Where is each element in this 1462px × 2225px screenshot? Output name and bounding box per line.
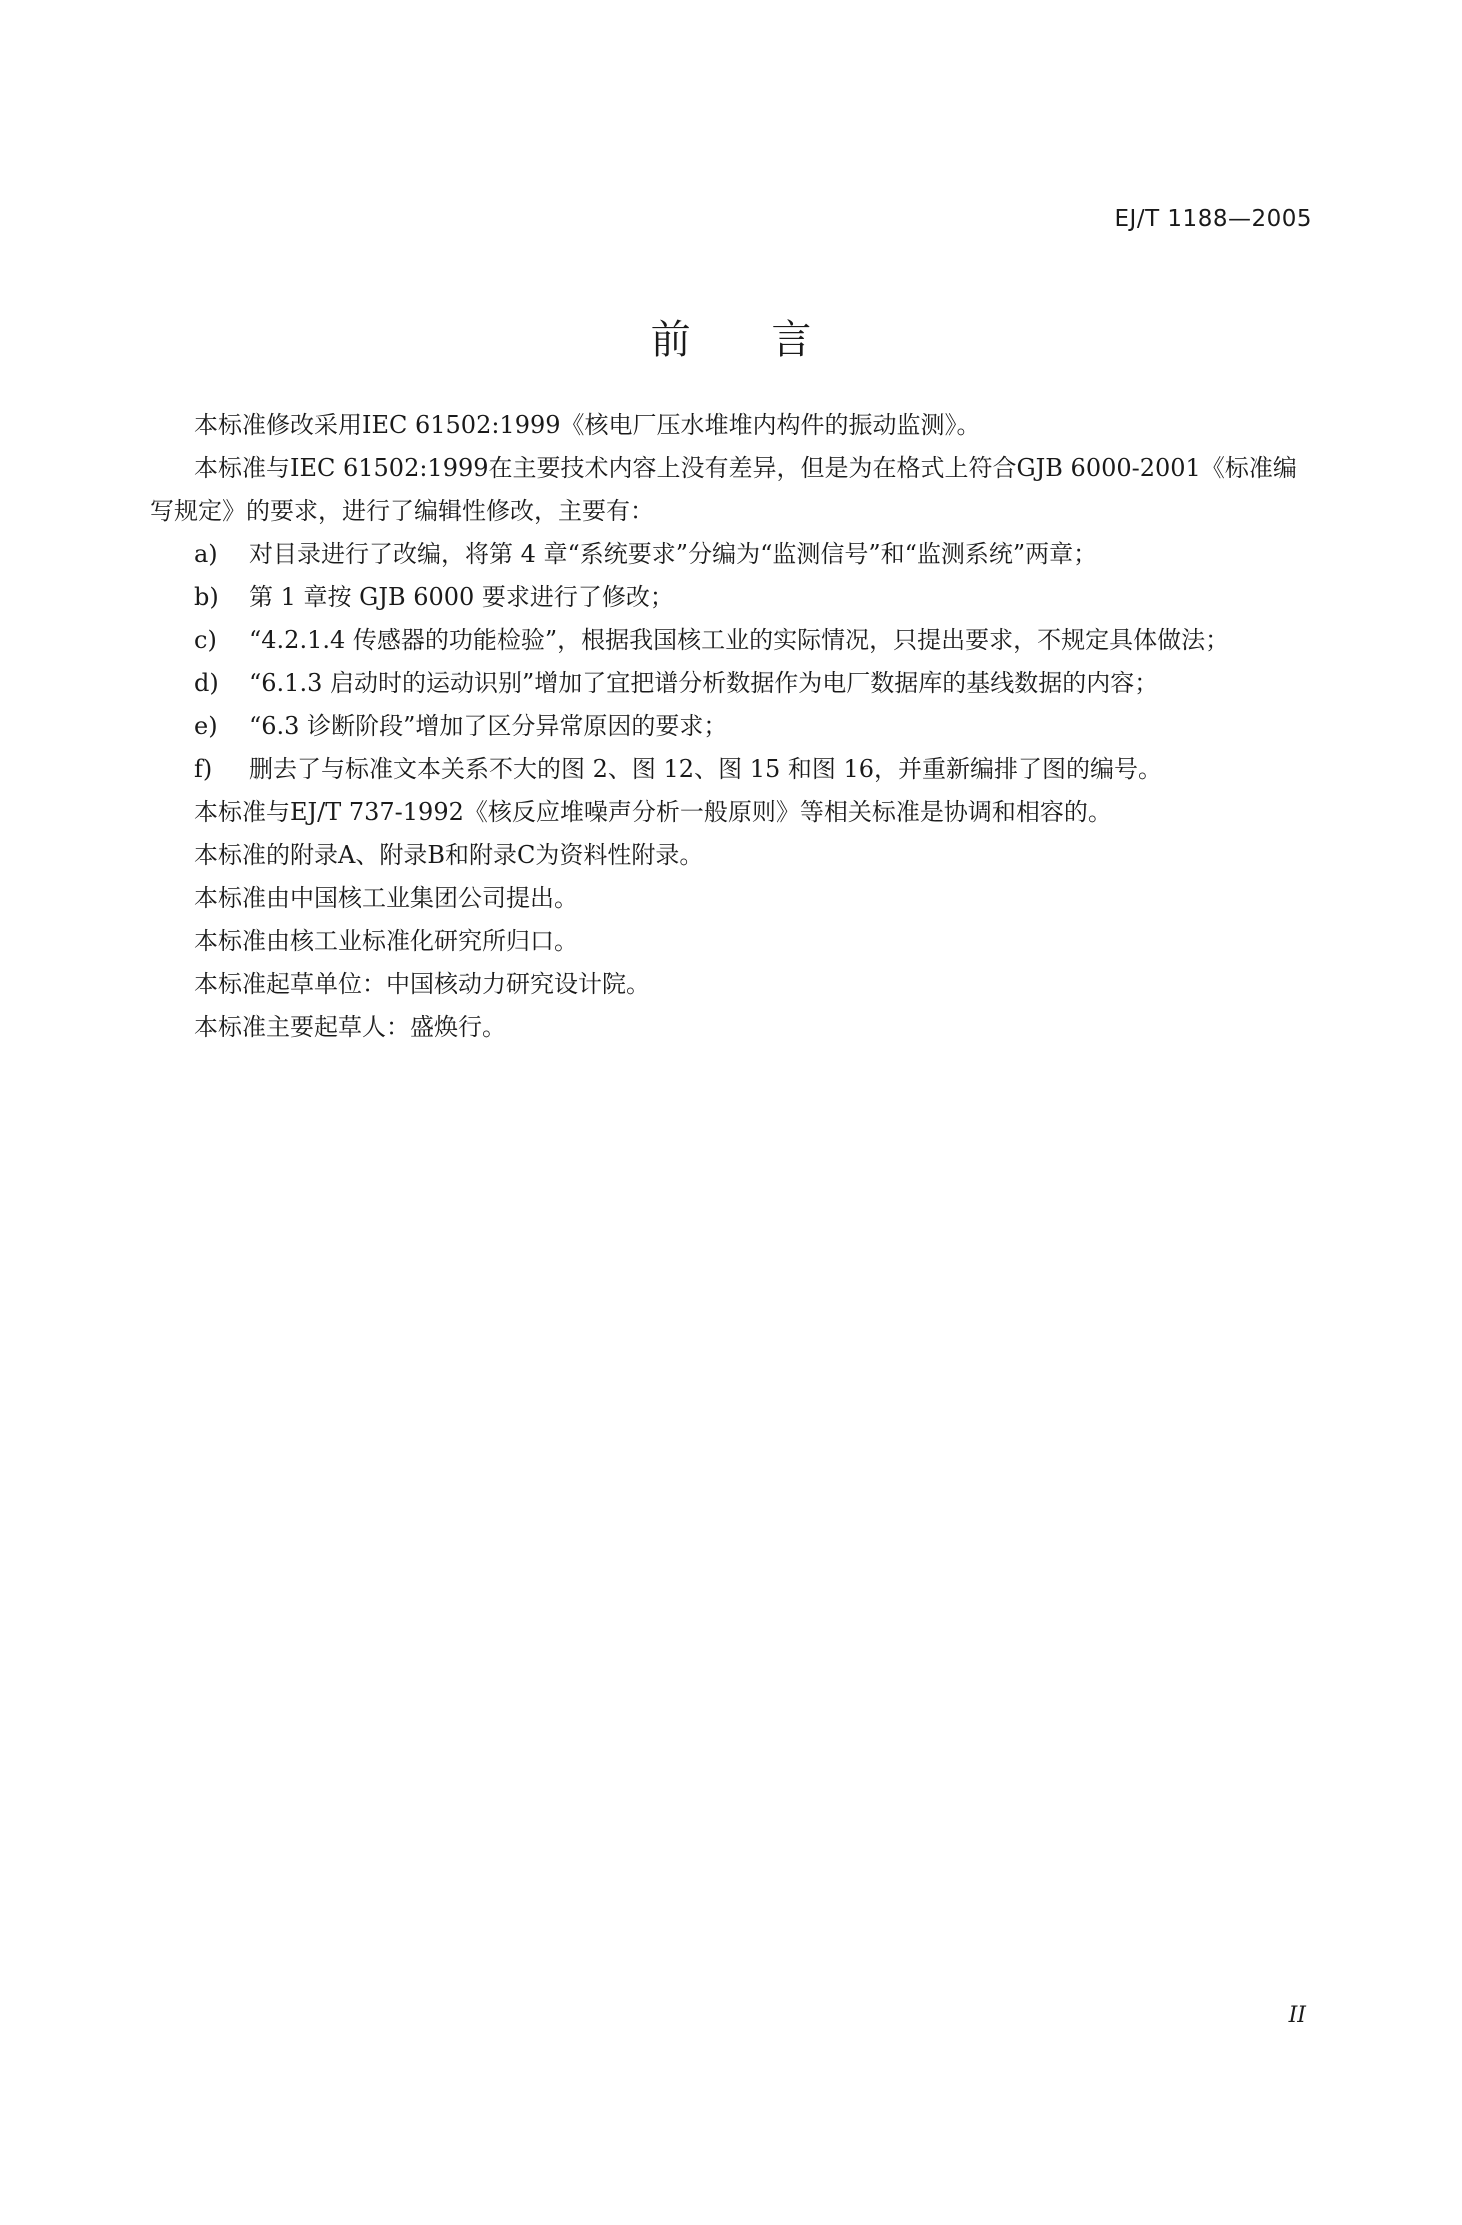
list-item-marker: a) — [194, 540, 218, 568]
list-item — [150, 705, 1312, 748]
document-body — [150, 404, 1312, 1049]
list-item-marker: b) — [194, 583, 219, 611]
list-item-text: 第 1 章按 GJB 6000 要求进行了修改； — [249, 583, 674, 611]
paragraph-appendices: 本标准的附录A、附录B和附录C为资料性附录。 — [194, 841, 704, 869]
page-number: II — [1288, 2003, 1306, 2028]
paragraph-related-standards: 本标准与EJ/T 737-1992《核反应堆噪声分析一般原则》等相关标准是协调和相容的。 — [194, 798, 1112, 826]
list-item-text: 删去了与标准文本关系不大的图 2、图 12、图 15 和图 16，并重新编排了图的编号。 — [249, 755, 1163, 783]
list-item-marker: d) — [194, 669, 219, 697]
list-item-marker: f) — [194, 755, 213, 783]
list-item — [150, 619, 1312, 662]
list-item — [150, 576, 1312, 619]
standard-code: EJ/T 1188—2005 — [1114, 206, 1312, 232]
paragraph-proposer: 本标准由中国核工业集团公司提出。 — [194, 884, 578, 912]
list-item — [150, 748, 1312, 791]
page-title: 前 言 — [650, 317, 846, 363]
list-item — [150, 662, 1312, 705]
paragraph-drafting-unit: 本标准起草单位：中国核动力研究设计院。 — [194, 970, 650, 998]
paragraph-drafter: 本标准主要起草人：盛焕行。 — [194, 1013, 506, 1041]
list-item-text: “4.2.1.4 传感器的功能检验”，根据我国核工业的实际情况，只提出要求，不规定具体做法； — [249, 626, 1230, 654]
paragraph-administrator: 本标准由核工业标准化研究所归口。 — [194, 927, 578, 955]
list-item — [150, 533, 1312, 576]
list-item-text: 对目录进行了改编，将第 4 章“系统要求”分编为“监测信号”和“监测系统”两章； — [249, 540, 1098, 568]
paragraph-differences: 本标准与IEC 61502:1999在主要技术内容上没有差异，但是为在格式上符合GJB 6000-2001《标准编写规定》的要求，进行了编辑性修改，主要有： — [150, 454, 1297, 525]
list-item-marker: e) — [194, 712, 218, 740]
list-item-text: “6.1.3 启动时的运动识别”增加了宜把谱分析数据作为电厂数据库的基线数据的内容； — [249, 669, 1159, 697]
list-item-marker: c) — [194, 626, 217, 654]
paragraph-adoption: 本标准修改采用IEC 61502:1999《核电厂压水堆堆内构件的振动监测》。 — [194, 411, 981, 439]
list-item-text: “6.3 诊断阶段”增加了区分异常原因的要求； — [249, 712, 728, 740]
